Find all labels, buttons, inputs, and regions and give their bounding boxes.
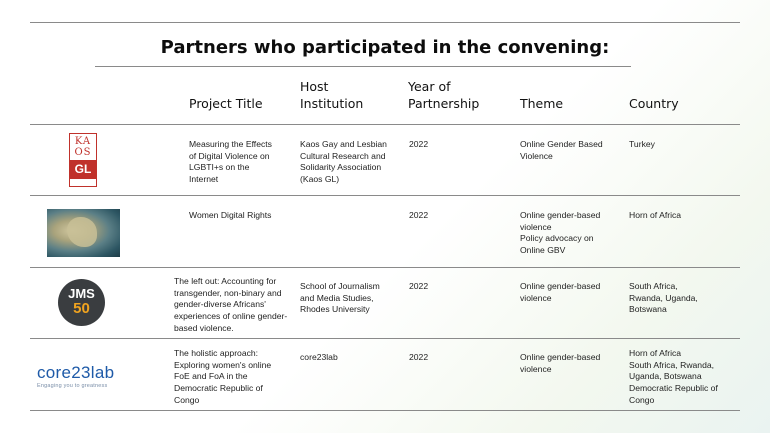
top-rule [30,22,740,23]
header-rule [30,124,740,125]
header-country: Country [629,96,679,111]
row1-host: Kaos Gay and Lesbian Cultural Research and Solidarity Association (Kaos GL) [300,139,387,185]
row1-country: Turkey [629,139,655,149]
core23lab-logo-text: core23lab [37,363,115,382]
row4-theme: Online gender-based violence [520,352,601,374]
row-rule-1 [30,195,740,196]
bottom-rule [30,410,740,411]
row4-year: 2022 [409,352,429,362]
header-project-title: Project Title [189,96,263,111]
row4-project: The holistic approach: Exploring women's online FoE and FoA in the Democratic Republic of Congo [174,348,272,405]
row2-year: 2022 [409,210,429,220]
header-theme: Theme [520,96,564,111]
row3-host: School of Journalism and Media Studies, Rhodes University [300,281,380,315]
row2-project: Women Digital Rights [189,210,272,220]
core23lab-tagline: Engaging you to greatness [37,383,108,389]
jms-logo-text: JMS [68,286,95,301]
row4-host: core23lab [300,352,338,362]
page-title: Partners who participated in the convening: [160,37,610,58]
header-host-institution: Host Institution [300,79,364,111]
row2-country: Horn of Africa [629,210,682,220]
row3-year: 2022 [409,281,429,291]
core23lab-logo [37,363,131,393]
kaos-logo-gl: GL [70,160,96,179]
kaos-logo-text: KA OS [74,136,92,158]
row-rule-2 [30,267,740,268]
row3-project: The left out: Accounting for transgender, non-binary and gender-diverse Africans' experiences of online gender- based violence. [174,276,288,333]
row4-country: Horn of Africa South Africa, Rwanda, Uganda, Botswana Democratic Republic of Congo [629,348,718,405]
kaos-gl-logo [69,133,97,187]
header-year: Year of Partnership [408,79,480,111]
title-underline [95,66,631,67]
jms-logo-number: 50 [73,300,90,317]
row2-theme: Online gender-based violence Policy advocacy on Online GBV [520,210,601,256]
row1-theme: Online Gender Based Violence [520,139,603,161]
jms-50-logo [58,279,105,326]
horn-of-africa-map-image [47,209,120,257]
row1-year: 2022 [409,139,429,149]
row1-project: Measuring the Effects of Digital Violence on LGBTI+s on the Internet [189,139,272,185]
row3-country: South Africa, Rwanda, Uganda, Botswana [629,281,698,315]
row-rule-3 [30,338,740,339]
row3-theme: Online gender-based violence [520,281,601,303]
